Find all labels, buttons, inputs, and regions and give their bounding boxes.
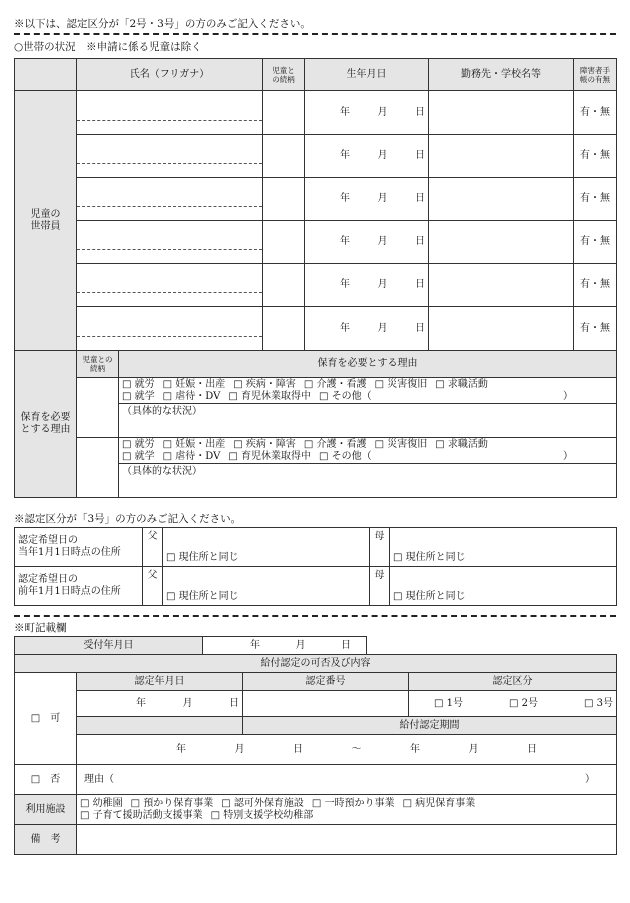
member-disability[interactable]: 有・無 — [574, 264, 617, 307]
option-leave[interactable]: □ 育児休業取得中 — [228, 391, 311, 402]
member-disability[interactable]: 有・無 — [574, 221, 617, 264]
member-birth-cell[interactable]: 年 月 日 — [305, 178, 429, 221]
option-pregnancy[interactable]: □ 妊娠・出産 — [162, 439, 226, 450]
reason-options-row2 — [119, 391, 616, 403]
divider — [14, 33, 616, 35]
period-header: 給付認定期間 — [243, 717, 617, 735]
reception-date-value[interactable]: 年 月 日 — [203, 637, 367, 655]
option-care[interactable]: □ 介護・看護 — [303, 439, 367, 450]
header-corner — [15, 59, 77, 91]
decision-table — [14, 654, 617, 855]
option-abuse[interactable]: □ 虐待・DV — [162, 391, 221, 402]
reason-options-block — [119, 378, 617, 438]
deny-reason[interactable]: 理由（ ） — [77, 765, 617, 795]
household-subtitle: ○世帯の状況 ※申請に係る児童は除く — [14, 41, 202, 53]
member-birth-cell[interactable]: 年 月 日 — [305, 264, 429, 307]
facility-support-activity[interactable]: □ 子育て援助活動支援事業 — [80, 809, 203, 821]
address-table — [14, 527, 617, 606]
option-pregnancy[interactable]: □ 妊娠・出産 — [162, 379, 226, 390]
header-birthdate: 生年月日 — [305, 59, 429, 91]
option-work[interactable]: □ 就労 — [122, 439, 155, 450]
cert-category-options — [409, 691, 617, 717]
member-birth-cell[interactable]: 年 月 日 — [305, 307, 429, 351]
facility-special-school[interactable]: □ 特別支援学校幼稚部 — [210, 809, 314, 821]
period-value[interactable]: 年 月 日 ～ 年 月 日 — [77, 735, 617, 765]
deny-option[interactable]: □ 否 — [15, 765, 77, 795]
cert-number-value[interactable] — [243, 691, 409, 717]
option-disaster[interactable]: □ 災害復旧 — [374, 439, 428, 450]
reason-relation-cell[interactable] — [77, 438, 119, 498]
facility-label: 利用施設 — [15, 795, 77, 825]
father-previous-address[interactable]: □ 現住所と同じ — [163, 567, 370, 606]
father-label: 父 — [143, 528, 163, 567]
member-relation-cell[interactable] — [263, 178, 305, 221]
reason-relation-header: 児童との 続柄 — [77, 351, 119, 378]
option-study[interactable]: □ 就学 — [122, 391, 155, 402]
category-3[interactable]: □ 3号 — [583, 697, 613, 709]
reason-table — [14, 350, 617, 498]
member-birth-cell[interactable]: 年 月 日 — [305, 221, 429, 264]
member-relation-cell[interactable] — [263, 307, 305, 351]
member-name-cell[interactable] — [77, 178, 263, 221]
reception-date-label: 受付年月日 — [15, 637, 203, 655]
header-cert-category: 認定区分 — [409, 673, 617, 691]
member-relation-cell[interactable] — [263, 91, 305, 135]
mother-previous-address[interactable]: □ 現住所と同じ — [390, 567, 617, 606]
option-jobsearch[interactable]: □ 求職活動 — [435, 379, 488, 390]
header-relation: 児童と の続柄 — [263, 59, 305, 91]
close-paren: ） — [563, 451, 573, 462]
reason-header: 保育を必要とする理由 — [119, 351, 617, 378]
member-disability[interactable]: 有・無 — [574, 135, 617, 178]
member-work-cell[interactable] — [429, 135, 574, 178]
header-name: 氏名（フリガナ） — [77, 59, 263, 91]
member-work-cell[interactable] — [429, 178, 574, 221]
remarks-value[interactable] — [77, 825, 617, 855]
member-work-cell[interactable] — [429, 307, 574, 351]
member-birth-cell[interactable]: 年 月 日 — [305, 91, 429, 135]
option-illness[interactable]: □ 疾病・障害 — [233, 439, 296, 450]
approve-option[interactable]: □ 可 — [15, 673, 77, 765]
member-relation-cell[interactable] — [263, 135, 305, 178]
divider — [14, 615, 616, 617]
facility-options — [77, 795, 617, 825]
section3-title: ※町記載欄 — [14, 622, 67, 634]
member-name-cell[interactable] — [77, 135, 263, 178]
reason-label: 保育を必要 とする理由 — [15, 351, 77, 498]
household-table — [14, 58, 617, 351]
member-name-cell[interactable] — [77, 264, 263, 307]
previous-year-address-label: 認定希望日の 前年1月1日時点の住所 — [15, 567, 143, 606]
header-cert-number: 認定番号 — [243, 673, 409, 691]
option-work[interactable]: □ 就労 — [122, 379, 155, 390]
member-disability[interactable]: 有・無 — [574, 307, 617, 351]
facility-kindergarten[interactable]: □ 幼稚園 — [80, 797, 123, 809]
reception-table — [14, 636, 367, 655]
member-relation-cell[interactable] — [263, 221, 305, 264]
option-care[interactable]: □ 介護・看護 — [303, 379, 367, 390]
facility-extended-care[interactable]: □ 預かり保育事業 — [130, 797, 214, 809]
section1-note: ※以下は、認定区分が「2号・3号」の方のみご記入ください。 — [14, 18, 311, 30]
facility-unlicensed[interactable]: □ 認可外保育施設 — [221, 797, 304, 809]
option-illness[interactable]: □ 疾病・障害 — [233, 379, 296, 390]
member-work-cell[interactable] — [429, 221, 574, 264]
header-cert-date: 認定年月日 — [77, 673, 243, 691]
option-jobsearch[interactable]: □ 求職活動 — [435, 439, 488, 450]
option-disaster[interactable]: □ 災害復旧 — [374, 379, 428, 390]
member-disability[interactable]: 有・無 — [574, 91, 617, 135]
category-1[interactable]: □ 1号 — [434, 697, 464, 709]
section2-note: ※認定区分が「3号」の方のみご記入ください。 — [14, 513, 242, 525]
reason-detail[interactable]: （具体的な状況） — [119, 403, 616, 437]
reason-options-row1 — [119, 378, 616, 391]
member-disability[interactable]: 有・無 — [574, 178, 617, 221]
remarks-label: 備 考 — [15, 825, 77, 855]
reason-relation-cell[interactable] — [77, 378, 119, 438]
reason-options-block — [119, 438, 617, 498]
reason-options-row1 — [119, 438, 616, 451]
decision-header: 給付認定の可否及び内容 — [15, 655, 617, 673]
close-paren: ） — [563, 391, 573, 402]
option-study[interactable]: □ 就学 — [122, 451, 155, 462]
option-other[interactable]: □ その他（ — [319, 391, 372, 402]
current-year-address-label: 認定希望日の 当年1月1日時点の住所 — [15, 528, 143, 567]
reason-detail[interactable]: （具体的な状況） — [119, 463, 616, 497]
category-2[interactable]: □ 2号 — [508, 697, 538, 709]
mother-label: 母 — [370, 567, 390, 606]
member-name-cell[interactable] — [77, 307, 263, 351]
header-workplace: 勤務先・学校名等 — [429, 59, 574, 91]
facility-temporary[interactable]: □ 一時預かり事業 — [311, 797, 395, 809]
member-name-cell[interactable] — [77, 221, 263, 264]
member-birth-cell[interactable]: 年 月 日 — [305, 135, 429, 178]
mother-label: 母 — [370, 528, 390, 567]
members-label: 児童の 世帯員 — [15, 91, 77, 351]
facility-sick-child[interactable]: □ 病児保育事業 — [402, 797, 476, 809]
reason-options-row2 — [119, 451, 616, 463]
member-work-cell[interactable] — [429, 91, 574, 135]
mother-current-address[interactable]: □ 現住所と同じ — [390, 528, 617, 567]
cert-date-value[interactable]: 年 月 日 — [77, 691, 243, 717]
option-leave[interactable]: □ 育児休業取得中 — [228, 451, 311, 462]
father-current-address[interactable]: □ 現住所と同じ — [163, 528, 370, 567]
father-label: 父 — [143, 567, 163, 606]
member-relation-cell[interactable] — [263, 264, 305, 307]
header-disability: 障害者手 帳の有無 — [574, 59, 617, 91]
member-name-cell[interactable] — [77, 91, 263, 135]
option-abuse[interactable]: □ 虐待・DV — [162, 451, 221, 462]
option-other[interactable]: □ その他（ — [319, 451, 372, 462]
member-work-cell[interactable] — [429, 264, 574, 307]
